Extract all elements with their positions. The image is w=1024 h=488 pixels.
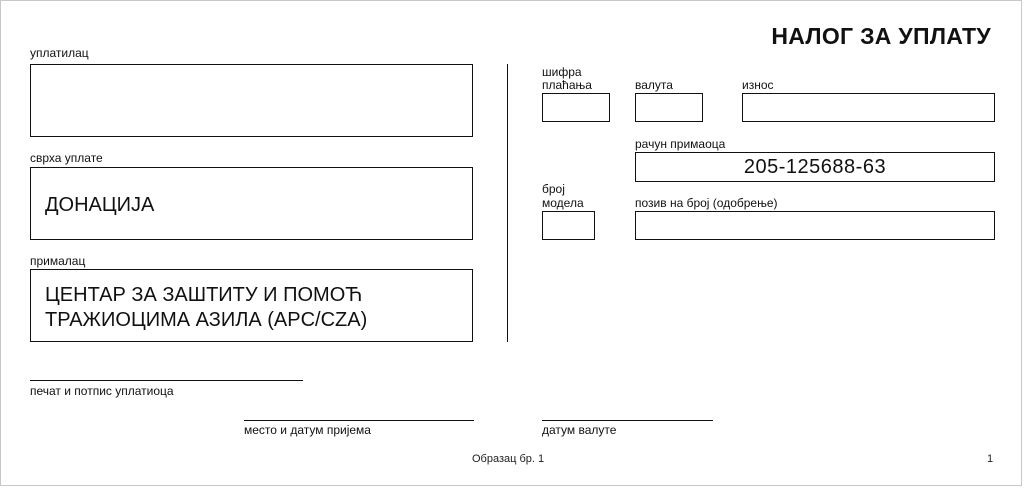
recipient-line-2: ТРАЖИОЦИМА АЗИЛА (APC/CZA) — [45, 309, 368, 331]
recipient-account-label: рачун примаоца — [635, 137, 726, 151]
page-number: 1 — [987, 453, 994, 465]
form-title: НАЛОГ ЗА УПЛАТУ — [771, 23, 991, 49]
reference-number-field[interactable] — [635, 211, 995, 240]
payer-signature-label: печат и потпис уплатиоца — [30, 384, 174, 398]
value-date-line[interactable] — [542, 420, 713, 421]
form-number: Образац бр. 1 — [472, 453, 545, 465]
model-number-label-1: број — [542, 182, 565, 196]
purpose-label: сврха уплате — [30, 151, 103, 165]
recipient-account-field[interactable] — [635, 152, 995, 182]
payer-label: уплатилац — [30, 46, 89, 60]
payment-code-field[interactable] — [542, 93, 610, 122]
recipient-account-value: 205-125688-63 — [743, 155, 887, 178]
payment-code-label-2: плаћања — [542, 78, 592, 92]
purpose-value: ДОНАЦИЈА — [45, 194, 155, 216]
recipient-line-1: ЦЕНТАР ЗА ЗАШТИТУ И ПОМОЋ — [45, 284, 363, 306]
reference-number-label: позив на број (одобрење) — [635, 196, 778, 210]
recipient-label: прималац — [30, 254, 86, 268]
payer-field[interactable] — [30, 64, 473, 137]
place-date-label: место и датум пријема — [244, 423, 371, 437]
purpose-field[interactable] — [30, 167, 473, 240]
payment-code-label-1: шифра — [542, 65, 582, 79]
place-date-line[interactable] — [244, 420, 474, 421]
currency-field[interactable] — [635, 93, 703, 122]
payer-signature-line[interactable] — [30, 380, 303, 381]
recipient-field[interactable] — [30, 269, 473, 342]
value-date-label: датум валуте — [542, 423, 617, 437]
model-number-field[interactable] — [542, 211, 595, 240]
currency-label: валута — [635, 78, 673, 92]
amount-field[interactable] — [742, 93, 995, 122]
amount-label: износ — [742, 78, 774, 92]
column-divider — [507, 64, 508, 342]
model-number-label-2: модела — [542, 196, 584, 210]
